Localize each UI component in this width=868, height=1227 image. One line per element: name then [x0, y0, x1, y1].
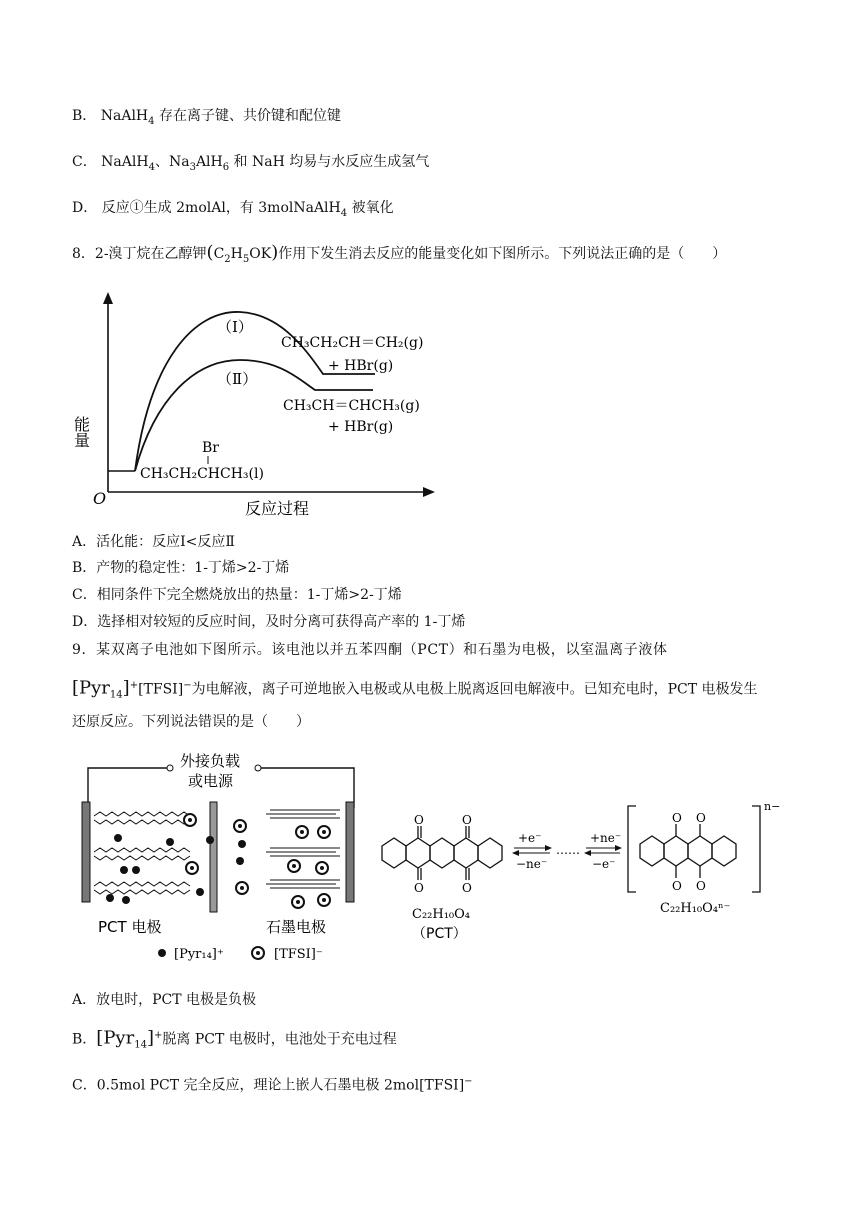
load-label-1: 外接负载: [180, 752, 241, 770]
y-axis-label: 能量: [71, 416, 91, 448]
pyr-ions-pct: [106, 834, 174, 904]
circuit-wire-left: [88, 768, 170, 808]
tfsi-ions-graphite: [288, 826, 330, 908]
formula: ]: [146, 1027, 154, 1049]
option-text: 相同条件下完全燃烧放出的热量：1-丁烯>2-丁烯: [96, 587, 402, 603]
formula: OK: [249, 246, 272, 262]
formula: [Pyr: [96, 1027, 135, 1049]
option-text: 、Na: [154, 154, 190, 170]
product-formula: C₂₂H₁₀O₄ⁿ⁻: [660, 901, 731, 916]
load-label-2: 或电源: [188, 772, 234, 790]
subscript: 4: [340, 207, 348, 219]
option-text: 被氧化: [347, 200, 394, 216]
formula: [Pyr: [72, 677, 110, 699]
option-label: A．: [72, 534, 97, 550]
legend-pyr-symbol: [158, 949, 166, 957]
option-text: NaAlH: [100, 108, 149, 124]
subscript: 2: [224, 253, 231, 265]
origin-label: O: [93, 489, 107, 508]
product-1-formula: CH₃CH₂CH＝CH₂(g): [281, 335, 424, 351]
q8-stem: [72, 243, 726, 270]
o-atom-2: O: [462, 813, 472, 827]
q8-option-a: [72, 532, 235, 552]
arrow1-top-label: +e⁻: [518, 831, 542, 845]
option-text: 脱离 PCT 电极时，电池处于充电过程: [162, 1031, 397, 1048]
arrow2-bottom-label: −e⁻: [592, 857, 616, 871]
q9-stem-line3: [72, 712, 310, 732]
option-text: 0.5mol PCT 完全反应，理论上嵌人石墨电极 2mol[TFSI]: [96, 1077, 465, 1094]
superscript: −: [464, 1076, 473, 1087]
option-label: C．: [72, 587, 97, 603]
formula: [TFSI]: [138, 681, 184, 698]
arrow1-tail: [512, 850, 519, 856]
q9-option-c: [72, 1072, 473, 1096]
option-label: C．: [72, 154, 97, 170]
separator: [210, 802, 217, 912]
option-label: B．: [72, 1031, 97, 1048]
option-text: 存在离子键、共价键和配位键: [158, 108, 341, 124]
reactant-formula: CH₃CH₂CHCH₃(l): [140, 466, 264, 482]
option-text: 选择相对较短的反应时间，及时分离可获得高产率的 1-丁烯: [97, 614, 466, 630]
pct-layers: [94, 812, 190, 894]
arrow2-tail: [584, 850, 591, 856]
stem-text: 8．2-溴丁烷在乙醇钾: [72, 246, 207, 262]
superscript: +: [153, 1030, 163, 1041]
battery-diagram: [70, 748, 370, 964]
pct-reaction-scheme: [370, 796, 790, 946]
q7-option-b: [72, 106, 341, 132]
x-axis-label: 反应过程: [245, 499, 310, 518]
energy-diagram: [71, 288, 455, 520]
option-text: 反应①生成 2molAl，有 3molNaAlH: [101, 200, 341, 216]
curve-i-label: （Ⅰ）: [217, 318, 253, 336]
graphite-electrode-plate: [346, 802, 354, 902]
ellipsis: ……: [556, 843, 580, 857]
circuit-wire-right: [258, 768, 354, 808]
subscript: 4: [148, 161, 155, 173]
curve-ii-label: （Ⅱ）: [217, 370, 258, 388]
q9-stem-line1: [72, 640, 668, 660]
option-text: 产物的稳定性：1-丁烯>2-丁烯: [96, 560, 290, 576]
subscript: 6: [222, 161, 230, 173]
arrow1-head: [545, 845, 552, 851]
subscript: 14: [134, 1039, 147, 1051]
q7-option-d: [72, 198, 394, 224]
option-label: B．: [72, 108, 97, 124]
subscript: 4: [148, 115, 155, 127]
q9-stem-line2: [72, 676, 758, 705]
pct-electrode-label: PCT 电极: [98, 918, 162, 936]
arrow2-head: [615, 845, 622, 851]
paren-open: (: [206, 242, 214, 263]
option-label: B．: [72, 560, 97, 576]
terminal-left: [167, 765, 173, 771]
subscript: 14: [109, 689, 123, 701]
product-1-hbr: + HBr(g): [328, 358, 394, 374]
stem-text: 还原反应。下列说法错误的是（ ）: [72, 714, 310, 730]
terminal-right: [255, 765, 261, 771]
stem-text: 为电解液，离子可逆地嵌入电极或从电极上脱离返回电解液中。已知充电时，PCT 电极发生: [191, 681, 758, 698]
q8-option-d: [72, 612, 465, 632]
formula: ]: [122, 677, 130, 699]
product-charge: n−: [764, 800, 781, 813]
legend-tfsi-label: [TFSI]⁻: [274, 947, 323, 962]
legend-pyr-label: [Pyr₁₄]⁺: [174, 947, 224, 962]
product-o-2: O: [696, 811, 706, 825]
option-label: D．: [72, 614, 98, 630]
q8-option-b: [72, 558, 289, 578]
q9-option-a: [72, 990, 256, 1010]
arrow2-top-label: +ne⁻: [590, 831, 622, 845]
o-atom-3: O: [414, 881, 424, 895]
legend-tfsi-dot: [256, 951, 260, 955]
product-o-4: O: [696, 879, 706, 893]
o-atom-1: O: [414, 813, 424, 827]
option-text: NaAlH: [101, 154, 149, 170]
graphite-layers: [266, 810, 340, 888]
arrow1-bottom-label: −ne⁻: [516, 857, 548, 871]
pct-electrode-plate: [82, 802, 90, 902]
stem-text: 9．某双离子电池如下图所示。该电池以并五苯四酮（PCT）和石墨为电极，以室温离子液体: [72, 642, 668, 658]
q9-option-b: [72, 1026, 397, 1055]
y-axis-arrow: [103, 292, 113, 304]
product-molecule: [628, 806, 760, 892]
x-axis-arrow: [423, 487, 435, 497]
stem-text: 作用下发生消去反应的能量变化如下图所示。下列说法正确的是（ ）: [278, 246, 727, 262]
graphite-electrode-label: 石墨电极: [266, 918, 327, 936]
subscript: 5: [242, 253, 250, 265]
product-o-1: O: [672, 811, 682, 825]
formula: C: [213, 246, 225, 262]
option-label: D．: [72, 200, 98, 216]
pct-molecule: [382, 826, 502, 880]
q8-option-c: [72, 585, 402, 605]
product-o-3: O: [672, 879, 682, 893]
option-text: AlH: [195, 154, 223, 170]
paren-close: ): [271, 242, 279, 263]
formula: H: [230, 246, 243, 262]
product-2-hbr: + HBr(g): [328, 419, 394, 435]
option-text: 放电时，PCT 电极是负极: [96, 992, 257, 1008]
option-text: 活化能：反应Ⅰ<反应Ⅱ: [96, 534, 235, 550]
pct-name: （PCT）: [412, 926, 467, 942]
subscript: 3: [189, 161, 196, 173]
o-atom-4: O: [462, 881, 472, 895]
superscript: −: [183, 680, 192, 691]
q7-option-c: [72, 152, 429, 178]
option-label: C．: [72, 1077, 97, 1094]
product-2-formula: CH₃CH＝CHCH₃(g): [283, 398, 420, 414]
superscript: +: [129, 680, 139, 691]
pct-formula: C₂₂H₁₀O₄: [412, 907, 470, 922]
option-text: 和 NaH 均易与水反应生成氢气: [229, 154, 430, 170]
option-label: A．: [72, 992, 97, 1008]
reactant-br: Br: [202, 440, 219, 456]
